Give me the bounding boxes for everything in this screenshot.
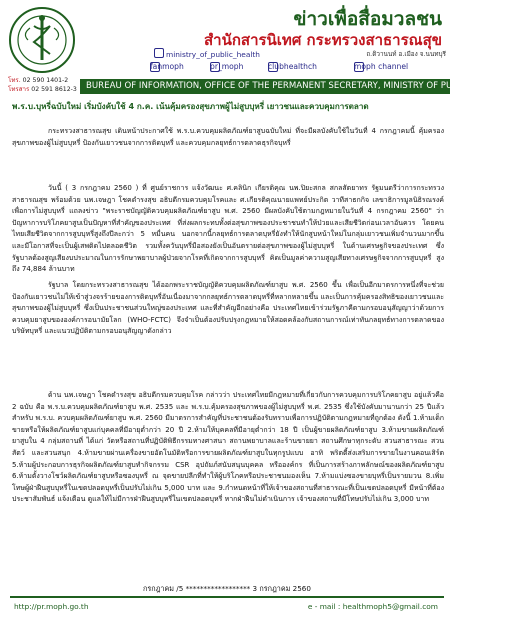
article-headline: พ.ร.บ.บุหรี่ฉบับใหม่ เริ่มบังคับใช้ 4 ก.ค. เน้นคุ้มครองสุขภาพผู้ไม่สูบบุหรี่ เยาวชนและควบคุมการตลาด — [12, 101, 369, 111]
footer-divider — [10, 596, 444, 598]
article-paragraph-3: รัฐบาล โดยกระทรวงสาธารณสุข ได้ออกพระราชบัญญัติควบคุมผลิตภัณฑ์ยาสูบ พ.ศ. 2560 ขึ้น เพื่อเป็นอีกมาตรการหนึ่งที่จะช่วยป้องกันเยาวชนไม่ให้เข้าสู่วงจรร้ายของการติดบุหรี่อันเนื่องมาจากกลยุทธ์การตลาดบุหรี่ที่หลากหลายขึ้น และเป็นการคุ้มครองสิทธิของเยาวชนและสุขภาพของผู้ไม่สูบบุหรี่ ซึ่งเป็นประชาชนส่วนใหญ่ของประเทศ และที่สำคัญอีกอย่างคือ ประเทศไทยเข้าร่วมรัฐภาคีตามกรอบอนุสัญญาว่าด้วยการควบคุมยาสูบขององค์การอนามัยโลก (WHO-FCTC) จึงจำเป็นต้องปรับปรุงกฎหมายให้สอดคล้องกับสถานการณ์เท่าทันกลยุทธ์ทางการตลาดของบริษัทบุหรี่ และแนวปฏิบัติตามกรอบอนุสัญญาดังกล่าว — [12, 281, 444, 336]
instagram-icon — [154, 48, 164, 58]
ministry-seal-logo — [8, 6, 76, 74]
social-row: fanmoph pr_moph clubhealthch moph channel — [150, 62, 409, 71]
email-link[interactable]: e - mail : healthmoph5@gmail.com — [307, 602, 438, 611]
article-paragraph-1: กระทรวงสาธารณสุข เดินหน้าประกาศใช้ พ.ร.บ.ควบคุมผลิตภัณฑ์ยาสูบฉบับใหม่ ที่จะมีผลบังคับใช้ในวันที่ 4 กรกฎาคมนี้ คุ้มครองสุขภาพของผู้ไม่สูบบุหรี่ ป้องกันเยาวชนจากการติดบุหรี่ และควบคุมกลยุทธ์การตลาดธุรกิจบุหรี่ — [12, 127, 444, 147]
dateline: กรกฎาคม /5 ****************** 3 กรกฎาคม 2560 — [143, 584, 311, 593]
article-paragraph-4: ด้าน นพ.เจษฎา โชคดำรงสุข อธิบดีกรมควบคุมโรค กล่าวว่า ประเทศไทยมีกฎหมายที่เกี่ยวกับการควบคุมการบริโภคยาสูบ อยู่แล้วคือ 2 ฉบับ คือ พ.ร.บ.ควบคุมผลิตภัณฑ์ยาสูบ พ.ศ. 2535 และ พ.ร.บ.คุ้มครองสุขภาพของผู้ไม่สูบบุหรี่ พ.ศ. 2535 ซึ่งใช้บังคับมานานกว่า 25 ปีแล้ว สำหรับ พ.ร.บ. ควบคุมผลิตภัณฑ์ยาสูบ พ.ศ. 2560 มีมาตรการสำคัญที่ประชาชนต้องรับทราบเพื่อการปฏิบัติตามกฎหมายที่ถูกต้อง ดังนี้ 1.ห้ามเด็กขายหรือให้ผลิตภัณฑ์ยาสูบแก่บุคคลที่มีอายุต่ำกว่า 20 ปี 2.ห้ามให้บุคคลที่มีอายุต่ำกว่า 18 ปี เป็นผู้ขายผลิตภัณฑ์ยาสูบ 3.ห้ามขายผลิตภัณฑ์ยาสูบใน 4 กลุ่มสถานที่ ได้แก่ วัดหรือสถานที่ปฏิบัติพิธีกรรมทางศาสนา สถานพยาบาลและร้านขายยา สถานศึกษาทุกระดับ สวนสาธารณะ สวนสัตว์ และสวนสนุก 4.ห้ามขายผ่านเครื่องขายอัตโนมัติหรือการขายผลิตภัณฑ์ยาสูบในทุกรูปแบบ อาทิ พริตตี้ส่งเสริมการขายในงานคอนเสิร์ต 5.ห้ามผู้ประกอบการธุรกิจผลิตภัณฑ์ยาสูบทำกิจกรรม CSR อุปถัมภ์สนับสนุนบุคคล หรือองค์กร ที่เป็นการสร้างภาพลักษณ์ของผลิตภัณฑ์ยาสูบ 6.ห้ามตั้งวางโชว์ผลิตภัณฑ์ยาสูบหรือซองบุหรี่ ณ จุดขายปลีกที่ทำให้ผู้บริโภคหรือประชาชนมองเห็น 7.ห้ามแบ่งซองขายบุหรี่เป็นรายมวน 8.เพิ่มโทษผู้ฝ่าฝืนสูบบุหรี่ในเขตปลอดบุหรี่เป็นปรับไม่เกิน 5,000 บาท และ 9.กำหนดหน้าที่ให้เจ้าของสถานที่สาธารณะที่เป็นเขตปลอดบุหรี่ มีหน้าที่ต้องประชาสัมพันธ์ แจ้งเตือน ดูแลให้ไม่มีการฝ่าฝืนสูบบุหรี่ในเขตปลอดบุหรี่ หากฝ่าฝืนไม่ดำเนินการ เจ้าของสถานที่มีโทษปรับไม่เกิน 3,000 บาท — [12, 391, 444, 504]
page-subtitle: สำนักสารนิเทศ กระทรวงสาธารณสุข — [204, 31, 442, 49]
page-title: ข่าวเพื่อสื่อมวลชน — [293, 8, 442, 30]
fax-number: 02 591 8612-3 — [31, 86, 77, 93]
article-paragraph-2: วันนี้ ( 3 กรกฎาคม 2560 ) ที่ ศูนย์ราชการ แจ้งวัฒนะ ศ.คลินิก เกียรติคุณ นพ.ปิยะสกล สกลสัตยาทร รัฐมนตรีว่าการกระทรวงสาธารณสุข พร้อมด้วย นพ.เจษฎา โชคดำรงสุข อธิบดีกรมควบคุมโรคและ ศ.เกียรติคุณนายแพทย์ประกิต วาทีสาธกกิจ เลขาธิการมูลนิธิรณรงค์เพื่อการไม่สูบบุหรี่ แถลงข่าว "พระราชบัญญัติควบคุมผลิตภัณฑ์ยาสูบ พ.ศ. 2560 มีผลบังคับใช้ตามกฎหมายในวันที่ 4 กรกฎาคม 2560" ว่าปัญหาการบริโภคยาสูบเป็นปัญหาที่สำคัญของประเทศ ที่ส่งผลกระทบทั้งต่อสุขภาพของประชาชนทำให้ป่วยและเสียชีวิตก่อนเวลาอันควร โดยคนไทยเสียชีวิตจากการสูบบุหรี่สูงถึงปีละกว่า 5 หมื่นคน นอกจากนี้กลยุทธ์การตลาดบุหรี่ยังทำให้นักสูบหน้าใหม่ในกลุ่มเยาวชนเพิ่มจำนวนมากขึ้น และมีโอกาสที่จะเป็นผู้เสพติดไปตลอดชีวิต รวมทั้งควันบุหรี่มือสองยังเป็นอันตรายต่อสุขภาพของผู้ไม่สูบบุหรี่ ในด้านเศรษฐกิจของประเทศ ซึ่งรัฐบาลต้องสูญเสียงบประมาณในการรักษาพยาบาลผู้ป่วยจากโรคที่เกิดจากการสูบบุหรี่ คิดเป็นมูลค่าความสูญเสียทางเศรษฐกิจจากการสูบบุหรี่ สูงถึง 74,884 ล้านบาท — [12, 184, 444, 274]
tel-number: 02 590 1401-2 — [22, 77, 69, 84]
bureau-band: BUREAU OF INFORMATION, OFFICE OF THE PERMANENT SECRETARY, MINISTRY OF PUBLIC HEALTH — [80, 79, 450, 94]
address-text: ถ.ติวานนท์ อ.เมือง จ.นนทบุรี — [366, 50, 446, 58]
instagram-link[interactable]: ministry_of_public_health — [154, 48, 260, 59]
social-row-top — [154, 48, 450, 61]
contact-block: โทร. 02 590 1401-2 โทรสาร 02 591 8612-3 — [8, 77, 77, 93]
website-link[interactable]: http://pr.moph.go.th — [14, 602, 89, 611]
footer — [0, 594, 454, 616]
